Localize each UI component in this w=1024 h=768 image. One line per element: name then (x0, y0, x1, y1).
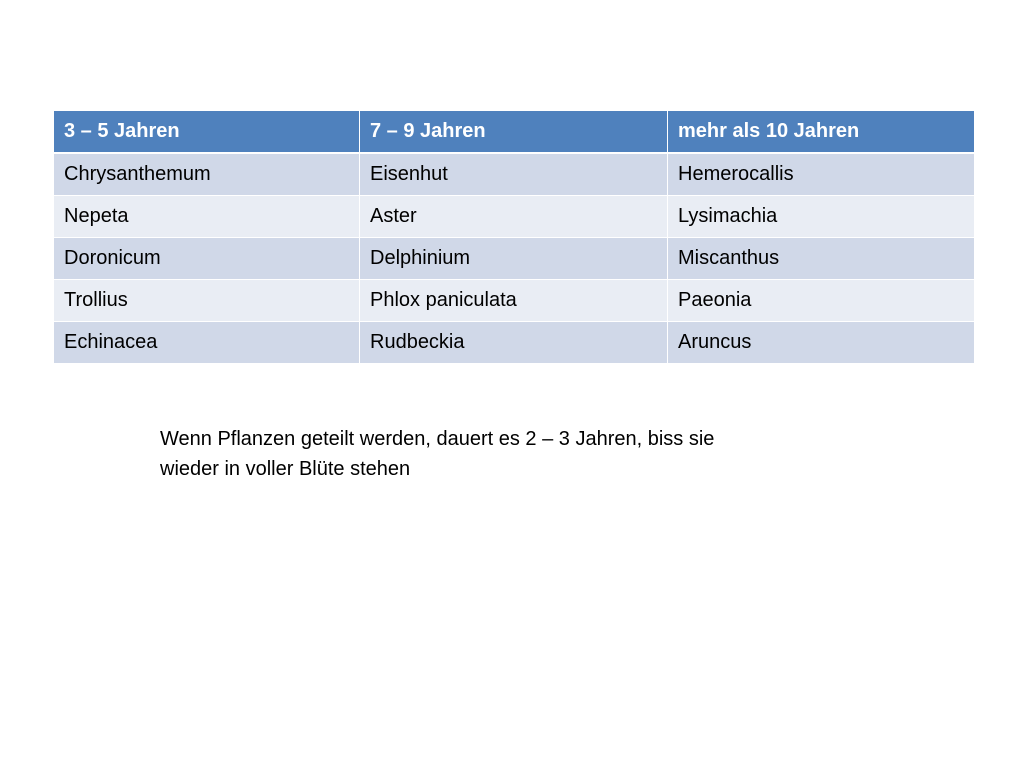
column-header: 3 – 5 Jahren (54, 111, 360, 154)
table-cell: Eisenhut (360, 153, 668, 196)
table-cell: Aster (360, 196, 668, 238)
table-row (54, 153, 975, 196)
table-cell: Delphinium (360, 238, 668, 280)
note-line: wieder in voller Blüte stehen (160, 458, 411, 480)
table-cell: Phlox paniculata (360, 280, 668, 322)
column-header: mehr als 10 Jahren (668, 111, 975, 154)
table-cell: Echinacea (54, 322, 360, 364)
table-cell: Hemerocallis (668, 153, 975, 196)
plant-lifespan-table (53, 110, 975, 364)
column-header: 7 – 9 Jahren (360, 111, 668, 154)
table-cell: Doronicum (54, 238, 360, 280)
note-line: Wenn Pflanzen geteilt werden, dauert es 2 – 3 Jahren, biss sie (160, 428, 715, 450)
table-row (54, 322, 975, 364)
table-row (54, 238, 975, 280)
table-row (54, 280, 975, 322)
table-cell: Lysimachia (668, 196, 975, 238)
table-row (54, 196, 975, 238)
table-cell: Nepeta (54, 196, 360, 238)
table-cell: Rudbeckia (360, 322, 668, 364)
table-header-row (54, 111, 975, 154)
table-cell: Trollius (54, 280, 360, 322)
table-cell: Aruncus (668, 322, 975, 364)
note-text (160, 424, 840, 484)
table-cell: Miscanthus (668, 238, 975, 280)
table-cell: Chrysanthemum (54, 153, 360, 196)
table-cell: Paeonia (668, 280, 975, 322)
